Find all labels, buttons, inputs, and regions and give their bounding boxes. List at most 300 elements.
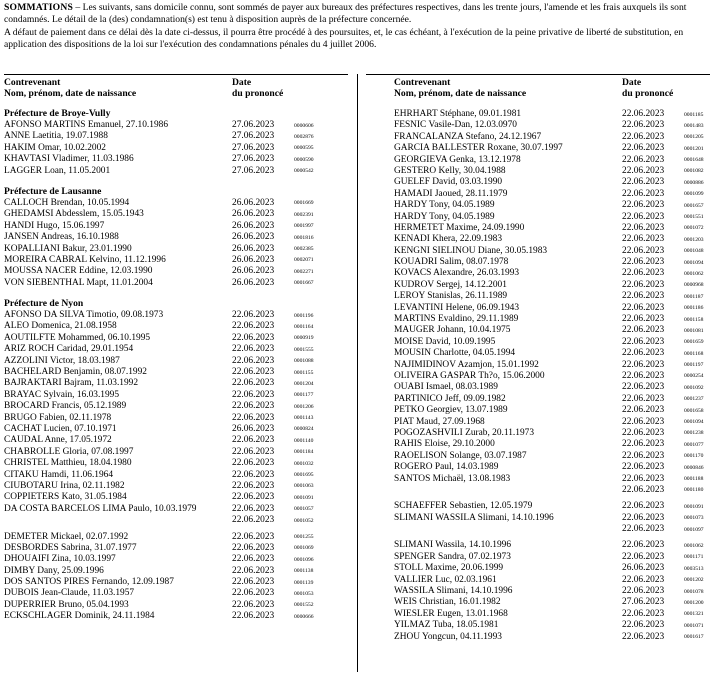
pronounce-date: 22.06.2023: [622, 450, 665, 461]
pronounce-date: 27.06.2023: [232, 142, 275, 153]
contrevenant-name: MOUSIN Charlotte, 04.05.1994: [394, 348, 516, 359]
table-row: [366, 189, 710, 200]
case-code: 0001092: [684, 384, 704, 391]
contrevenant-name: DUPERRIER Bruno, 05.04.1993: [4, 599, 129, 610]
case-code: 0001657: [684, 202, 704, 209]
pronounce-date: 22.06.2023: [622, 165, 665, 176]
table-row: [366, 563, 710, 574]
pronounce-date: 22.06.2023: [622, 291, 665, 302]
table-row: [366, 132, 710, 143]
table-row: [4, 255, 348, 266]
table-row: [4, 154, 348, 165]
case-code: 0001072: [684, 225, 704, 232]
header-contrevenant-line1: Contrevenant: [394, 77, 451, 88]
contrevenant-name: CIUBOTARU Irina, 02.11.1982: [4, 480, 125, 491]
contrevenant-name: ARIZ ROCH Caridad, 29.01.1954: [4, 344, 134, 355]
table-row: [366, 609, 710, 620]
contrevenant-name: GESTERO Kelly, 30.04.1988: [394, 165, 506, 176]
case-code: 0000886: [684, 179, 704, 186]
case-code: 0001071: [684, 622, 704, 629]
pronounce-date: 22.06.2023: [232, 389, 275, 400]
contrevenant-name: CACHAT Lucien, 07.10.1971: [4, 423, 117, 434]
contrevenant-name: HANDI Hugo, 15.06.1997: [4, 220, 105, 231]
pronounce-date: 22.06.2023: [232, 378, 275, 389]
contrevenant-name: PIAT Maud, 27.09.1968: [394, 416, 485, 427]
case-code: 0000846: [684, 464, 704, 471]
table-row: [4, 566, 348, 577]
contrevenant-name: LAGGER Loan, 11.05.2001: [4, 165, 111, 176]
case-code: 0002391: [294, 211, 314, 218]
table-header: [366, 74, 710, 101]
table-row: [4, 588, 348, 599]
table-row: [4, 333, 348, 344]
contrevenant-name: GARCIA BALLESTER Roxane, 30.07.1997: [394, 143, 563, 154]
pronounce-date: 22.06.2023: [232, 542, 275, 553]
pronounce-date: 26.06.2023: [232, 220, 275, 231]
pronounce-date: 22.06.2023: [622, 631, 665, 642]
table-row: [4, 209, 348, 220]
case-code: 0001094: [684, 419, 704, 426]
pronounce-date: 22.06.2023: [232, 412, 275, 423]
contrevenant-name: FRANCALANZA Stefano, 24.12.1967: [394, 131, 542, 142]
left-column: [4, 74, 348, 674]
contrevenant-name: COPPIETERS Kato, 31.05.1984: [4, 492, 127, 503]
table-row: [4, 492, 348, 503]
table-row: [4, 367, 348, 378]
pronounce-date: 22.06.2023: [232, 588, 275, 599]
table-row: [366, 234, 710, 245]
contrevenant-name: DEMETER Mickael, 02.07.1992: [4, 531, 129, 542]
pronounce-date: 27.06.2023: [232, 120, 275, 130]
case-code: 0001669: [294, 200, 314, 207]
contrevenant-name: OLIVEIRA GASPAR Th?o, 15.06.2000: [394, 370, 545, 381]
case-code: 0001096: [294, 556, 314, 563]
pronounce-date: 22.06.2023: [232, 469, 275, 480]
case-code: 0001168: [684, 350, 704, 357]
pronounce-date: 22.06.2023: [232, 344, 275, 355]
table-row: [366, 177, 710, 188]
section-rows: [4, 198, 348, 289]
case-code: 0001185: [684, 111, 704, 118]
table-row: [4, 470, 348, 481]
table-row: [366, 405, 710, 416]
case-code: 0003513: [684, 565, 704, 572]
contrevenant-name: SCHAEFFER Sebastien, 12.05.1979: [394, 501, 533, 512]
case-code: 0002385: [294, 246, 314, 253]
pronounce-date: 27.06.2023: [232, 154, 275, 165]
contrevenant-name: AFONSO MARTINS Emanuel, 27.10.1986: [4, 120, 169, 130]
table-row: [4, 532, 348, 543]
pronounce-date: 27.06.2023: [232, 165, 275, 176]
table-row: [4, 577, 348, 588]
pronounce-date: 22.06.2023: [232, 321, 275, 332]
contrevenant-name: BRAYAC Sylvain, 16.03.1995: [4, 389, 120, 400]
pronounce-date: 22.06.2023: [622, 131, 665, 142]
pronounce-date: 22.06.2023: [622, 109, 665, 119]
case-code: 0002071: [294, 257, 314, 264]
table-row: [366, 337, 710, 348]
contrevenant-name: KHAVTASI Vladimer, 11.03.1986: [4, 154, 134, 165]
contrevenant-name: KENGNI SIELINOU Diane, 30.05.1983: [394, 245, 548, 256]
table-row: [366, 223, 710, 234]
intro-text-1: – Les suivants, sans domicile connu, sont sommés de payer aux bureaux des préfectures respectives, dans les trente jours, l'amende et les frais auxquels ils sont condamnés. Le détail de la (des) condamnation(s) est tenu à disposition auprès de la préfecture concernée.: [4, 2, 687, 25]
pronounce-date: 22.06.2023: [622, 222, 665, 233]
section-rows: [4, 310, 348, 623]
table-row: [366, 212, 710, 223]
pronounce-date: 22.06.2023: [232, 332, 275, 343]
table-row: [4, 221, 348, 232]
section-rows: [4, 120, 348, 177]
contrevenant-name: KUDROV Sergej, 14.12.2001: [394, 279, 507, 290]
pronounce-date: 22.06.2023: [622, 268, 665, 279]
case-code: 0001187: [684, 293, 704, 300]
contrevenant-name: BROCARD Francis, 05.12.1989: [4, 401, 127, 412]
pronounce-date: 22.06.2023: [232, 492, 275, 503]
contrevenant-name: CHABROLLE Gloria, 07.08.1997: [4, 446, 134, 457]
pronounce-date: 22.06.2023: [622, 234, 665, 245]
contrevenant-name: GHEDAMSI Abdesslem, 15.05.1943: [4, 209, 144, 220]
case-code: 0001997: [294, 223, 314, 230]
table-row: [366, 586, 710, 597]
case-code: 0001052: [294, 517, 314, 524]
table-row: [4, 198, 348, 209]
table-row: [366, 474, 710, 485]
case-code: 0000968: [684, 282, 704, 289]
table-row: [366, 513, 710, 524]
case-code: 0002271: [294, 268, 314, 275]
table-row: [366, 575, 710, 586]
table-row: [4, 515, 348, 524]
contrevenant-name: ALEO Domenica, 21.08.1958: [4, 321, 117, 332]
case-code: 0000590: [294, 156, 314, 163]
pronounce-date: 26.06.2023: [232, 266, 275, 277]
pronounce-date: 22.06.2023: [622, 416, 665, 427]
table-row: [366, 200, 710, 211]
contrevenant-name: RAHIS Eloise, 29.10.2000: [394, 439, 495, 450]
intro-paragraph-2: A défaut de paiement dans ce délai dès la date ci-dessus, il pourra être procédé à des poursuites, et, le cas échéant, à l'exécution de la peine privative de liberté de substitution, en application des dispositions de la loi sur l'exécution des condamnations pénales du 4 juillet 2006.: [4, 27, 684, 50]
case-code: 0000595: [294, 145, 314, 152]
case-code: 0001204: [294, 380, 314, 387]
pronounce-date: 22.06.2023: [622, 154, 665, 165]
contrevenant-name: WASSILA Slimani, 14.10.1996: [394, 586, 513, 597]
table-row: [366, 597, 710, 608]
pronounce-date: 22.06.2023: [232, 599, 275, 610]
case-code: 0001667: [294, 280, 314, 287]
pronounce-date: 22.06.2023: [622, 120, 665, 131]
header-contrevenant: [394, 78, 526, 100]
table-row: [366, 540, 710, 551]
case-code: 0001196: [294, 312, 314, 319]
pronounce-date: 22.06.2023: [622, 200, 665, 211]
table-header: [4, 74, 348, 101]
section-title-nyon: Préfecture de Nyon: [4, 298, 84, 310]
column-divider: [357, 74, 358, 672]
case-code: 0001170: [684, 453, 704, 460]
pronounce-date: 26.06.2023: [232, 197, 275, 208]
pronounce-date: 22.06.2023: [232, 565, 275, 576]
pronounce-date: 22.06.2023: [232, 355, 275, 366]
table-row: [4, 554, 348, 565]
contrevenant-name: MOISE David, 10.09.1995: [394, 336, 496, 347]
case-code: 0001551: [684, 214, 704, 221]
intro-paragraph-1: [4, 2, 709, 25]
contrevenant-name: WEIS Christian, 16.01.1982: [394, 597, 501, 608]
section-rows: [366, 109, 710, 643]
pronounce-date: 22.06.2023: [232, 515, 275, 526]
contrevenant-name: OUABI Ismael, 08.03.1989: [394, 382, 498, 393]
case-code: 0001203: [684, 236, 704, 243]
pronounce-date: 22.06.2023: [622, 405, 665, 416]
contrevenant-name: AZZOLINI Victor, 18.03.1987: [4, 355, 120, 366]
case-code: 0001617: [684, 634, 704, 641]
case-code: 0002876: [294, 133, 314, 140]
table-row: [4, 390, 348, 401]
contrevenant-name: DOS SANTOS PIRES Fernando, 12.09.1987: [4, 577, 174, 588]
table-row: [4, 278, 348, 289]
case-code: 0001139: [294, 579, 314, 586]
case-code: 0001177: [294, 392, 314, 399]
table-row: [366, 485, 710, 494]
case-code: 0001094: [684, 259, 704, 266]
pronounce-date: 22.06.2023: [622, 501, 665, 512]
table-row: [4, 504, 348, 515]
case-code: 0001695: [294, 472, 314, 479]
table-row: [366, 291, 710, 302]
header-date-line2: du prononcé: [232, 87, 284, 99]
case-code: 0001063: [294, 483, 314, 490]
case-code: 0001143: [294, 415, 314, 422]
header-date-line1: Date: [622, 77, 642, 88]
contrevenant-name: CALLOCH Brendan, 10.05.1994: [4, 197, 130, 208]
pronounce-date: 26.06.2023: [232, 254, 275, 265]
case-code: 0001184: [294, 449, 314, 456]
contrevenant-name: KENADI Khera, 22.09.1983: [394, 234, 503, 245]
case-code: 0001171: [684, 554, 704, 561]
pronounce-date: 22.06.2023: [622, 188, 665, 199]
case-code: 0001197: [684, 362, 704, 369]
contrevenant-name: SANTOS Michaël, 13.08.1983: [394, 473, 511, 484]
pronounce-date: 22.06.2023: [232, 577, 275, 588]
contrevenant-name: HARDY Tony, 04.05.1989: [394, 200, 495, 211]
pronounce-date: 22.06.2023: [622, 524, 665, 535]
table-row: [4, 321, 348, 332]
case-code: 0001201: [684, 145, 704, 152]
contrevenant-name: BACHELARD Benjamin, 08.07.1992: [4, 367, 147, 378]
pronounce-date: 26.06.2023: [232, 277, 275, 288]
pronounce-date: 22.06.2023: [622, 336, 665, 347]
case-code: 0001238: [684, 430, 704, 437]
contrevenant-name: DIMBY Dany, 25.09.1996: [4, 565, 104, 576]
pronounce-date: 22.06.2023: [622, 143, 665, 154]
table-row: [366, 257, 710, 268]
table-row: [366, 451, 710, 462]
contrevenant-name: ECKSCHLAGER Dominik, 24.11.1984: [4, 611, 155, 622]
pronounce-date: 22.06.2023: [622, 245, 665, 256]
case-code: 0001555: [294, 346, 314, 353]
contrevenant-name: DESBORDES Sabrina, 31.07.1977: [4, 542, 137, 553]
contrevenant-name: CHRISTEL Matthieu, 18.04.1980: [4, 458, 132, 469]
case-code: 0001648: [684, 157, 704, 164]
pronounce-date: 22.06.2023: [622, 462, 665, 473]
pronounce-date: 27.06.2023: [232, 131, 275, 142]
table-row: [366, 439, 710, 450]
pronounce-date: 22.06.2023: [622, 393, 665, 404]
case-code: 0001188: [684, 476, 704, 482]
case-code: 0001140: [294, 437, 314, 444]
pronounce-date: 22.06.2023: [232, 446, 275, 457]
case-code: 0001658: [684, 407, 704, 414]
table-row: [366, 348, 710, 359]
case-code: 0001321: [684, 611, 704, 618]
table-row: [4, 143, 348, 154]
pronounce-date: 22.06.2023: [232, 310, 275, 321]
contrevenant-name: PARTINICO Jeff, 09.09.1982: [394, 393, 506, 404]
pronounce-date: 26.06.2023: [232, 232, 275, 243]
case-code: 0001048: [684, 248, 704, 255]
header-contrevenant: [4, 78, 136, 100]
contrevenant-name: HERMETET Maxime, 24.09.1990: [394, 222, 525, 233]
pronounce-date: 22.06.2023: [622, 325, 665, 336]
case-code: 0001081: [684, 327, 704, 334]
case-code: 0000254: [684, 373, 704, 380]
case-code: 0001088: [294, 358, 314, 365]
table-row: [366, 143, 710, 154]
pronounce-date: 22.06.2023: [622, 177, 665, 188]
pronounce-date: 22.06.2023: [622, 359, 665, 370]
table-row: [4, 244, 348, 255]
contrevenant-name: HARDY Tony, 04.05.1989: [394, 211, 495, 222]
pronounce-date: 22.06.2023: [622, 382, 665, 393]
pronounce-date: 22.06.2023: [232, 480, 275, 491]
table-row: [366, 632, 710, 643]
contrevenant-name: ROGERO Paul, 14.03.1989: [394, 462, 499, 473]
pronounce-date: 22.06.2023: [622, 211, 665, 222]
pronounce-date: 22.06.2023: [622, 574, 665, 585]
table-row: [4, 266, 348, 277]
pronounce-date: 22.06.2023: [622, 620, 665, 631]
contrevenant-name: HAKIM Omar, 10.02.2002: [4, 142, 106, 153]
table-row: [366, 155, 710, 166]
pronounce-date: 22.06.2023: [232, 503, 275, 514]
case-code: 0001200: [684, 599, 704, 606]
table-row: [366, 268, 710, 279]
table-row: [366, 109, 710, 120]
table-row: [4, 356, 348, 367]
case-code: 0000606: [294, 122, 314, 129]
case-code: 0000824: [294, 426, 314, 433]
pronounce-date: 22.06.2023: [622, 370, 665, 381]
table-row: [366, 524, 710, 533]
pronounce-date: 22.06.2023: [232, 554, 275, 565]
contrevenant-name: MOUSSA NACER Eddine, 12.03.1990: [4, 266, 153, 277]
case-code: 0001237: [684, 396, 704, 403]
table-row: [4, 435, 348, 446]
contrevenant-name: GEORGIEVA Genka, 13.12.1978: [394, 154, 521, 165]
contrevenant-name: LEROY Stanislas, 26.11.1989: [394, 291, 508, 302]
table-row: [366, 120, 710, 131]
case-code: 0001659: [684, 339, 704, 346]
contrevenant-name: JANSEN Andreas, 16.10.1988: [4, 232, 119, 243]
table-row: [4, 447, 348, 458]
pronounce-date: 22.06.2023: [622, 314, 665, 325]
table-row: [366, 462, 710, 473]
table-row: [4, 481, 348, 492]
table-row: [4, 543, 348, 554]
contrevenant-name: ZHOU Yongcun, 04.11.1993: [394, 631, 502, 642]
contrevenant-name: KOUADRI Salim, 08.07.1978: [394, 257, 509, 268]
contrevenant-name: FESNIC Vasile-Dan, 12.03.0970: [394, 120, 517, 131]
table-row: [366, 166, 710, 177]
case-code: 0001164: [294, 323, 314, 330]
contrevenant-name: GUELEF David, 03.03.1990: [394, 177, 503, 188]
case-code: 0001032: [294, 460, 314, 467]
case-code: 0001062: [684, 542, 704, 549]
contrevenant-name: HAMADI Jaoued, 28.11.1979: [394, 188, 508, 199]
contrevenant-name: DUBOIS Jean-Claude, 11.03.1957: [4, 588, 135, 599]
table-row: [4, 232, 348, 243]
pronounce-date: 22.06.2023: [232, 435, 275, 446]
table-row: [4, 120, 348, 131]
table-row: [4, 310, 348, 321]
contrevenant-name: DA COSTA BARCELOS LIMA Paulo, 10.03.1979: [4, 503, 197, 514]
table-row: [4, 611, 348, 622]
pronounce-date: 22.06.2023: [622, 439, 665, 450]
table-row: [4, 378, 348, 389]
table-row: [4, 344, 348, 355]
case-code: 0001091: [294, 494, 314, 501]
case-code: 0001205: [684, 134, 704, 141]
contrevenant-name: BAJRAKTARI Bajram, 11.03.1992: [4, 378, 139, 389]
table-row: [366, 246, 710, 257]
contrevenant-name: MARTINS Evaldino, 29.11.1989: [394, 314, 519, 325]
pronounce-date: 22.06.2023: [622, 279, 665, 290]
case-code: 0001097: [684, 526, 704, 533]
contrevenant-name: CAUDAL Anne, 17.05.1972: [4, 435, 112, 446]
pronounce-date: 22.06.2023: [232, 458, 275, 469]
contrevenant-name: POGOZASHVILI Zurab, 20.11.1973: [394, 427, 535, 438]
case-code: 0001077: [684, 441, 704, 448]
header-contrevenant-line1: Contrevenant: [4, 77, 61, 88]
case-code: 0001180: [684, 487, 704, 494]
case-code: 0001816: [294, 234, 314, 241]
table-row: [366, 280, 710, 291]
case-code: 0001552: [294, 602, 314, 609]
pronounce-date: 22.06.2023: [622, 348, 665, 359]
case-code: 0001255: [294, 534, 314, 540]
table-row: [4, 458, 348, 469]
header-contrevenant-line2: Nom, prénom, date de naissance: [394, 87, 527, 99]
pronounce-date: 22.06.2023: [622, 257, 665, 268]
table-row: [4, 424, 348, 435]
header-date: [232, 78, 283, 100]
table-row: [4, 413, 348, 424]
case-code: 0000542: [294, 168, 314, 175]
table-row: [366, 325, 710, 336]
contrevenant-name: EHRHART Stéphane, 09.01.1981: [394, 109, 522, 119]
table-row: [4, 131, 348, 142]
pronounce-date: 22.06.2023: [232, 401, 275, 412]
table-row: [4, 166, 348, 177]
contrevenant-name: STOLL Maxime, 20.06.1999: [394, 563, 504, 574]
pronounce-date: 22.06.2023: [232, 531, 275, 542]
contrevenant-name: MAUGER Johann, 10.04.1975: [394, 325, 511, 336]
contrevenant-name: MOREIRA CABRAL Kelvino, 11.12.1996: [4, 254, 166, 265]
case-code: 0001057: [294, 506, 314, 513]
contrevenant-name: SPENGER Sandra, 07.02.1973: [394, 551, 511, 562]
right-column: [366, 74, 710, 674]
table-row: [4, 600, 348, 611]
case-code: 0000919: [294, 335, 314, 342]
